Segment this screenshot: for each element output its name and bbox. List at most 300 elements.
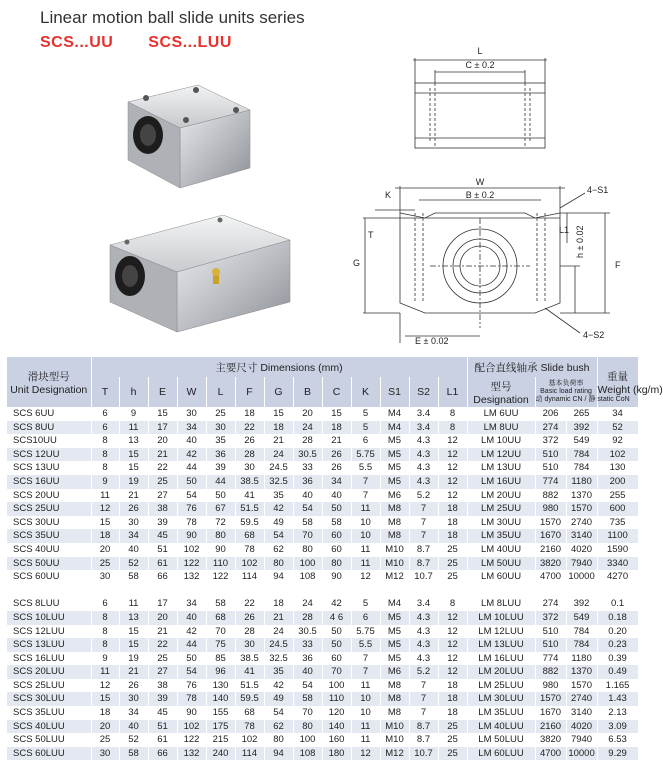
table-cell: 4700 [535,747,566,761]
table-cell: 30.5 [293,448,322,462]
table-cell: 62 [264,543,293,557]
table-cell: 50 [206,489,235,503]
table-row [7,747,638,761]
svg-text:T: T [368,230,374,240]
table-cell: 2.13 [597,706,638,720]
table-cell: 70 [293,529,322,543]
table-cell: 1570 [535,692,566,706]
table-cell: 4700 [535,570,566,584]
table-cell: 7940 [566,733,597,747]
table-cell: 34 [177,421,206,435]
table-cell: 1370 [566,489,597,503]
table-cell: 18 [91,529,119,543]
table-cell: M8 [380,502,409,516]
table-cell: 51 [148,543,177,557]
table-cell: 1370 [566,665,597,679]
col-header: B [293,377,322,407]
table-cell: M5 [380,638,409,652]
table-cell: 980 [535,679,566,693]
table-cell: 18 [235,407,264,421]
table-cell: 600 [597,502,638,516]
table-cell: 882 [535,489,566,503]
table-cell: 12 [438,434,467,448]
bush-designation-cell: LM 6UU [467,407,535,421]
table-row [7,652,638,666]
table-cell: 38 [148,679,177,693]
table-cell: 3.4 [409,407,438,421]
table-cell: 200 [597,475,638,489]
page-title: Linear motion ball slide units series [40,8,305,27]
table-cell: 10 [351,529,380,543]
table-cell: 10.7 [409,570,438,584]
scs-luu-product-photo [95,210,300,338]
bush-designation-cell: LM 12UU [467,448,535,462]
table-cell: 7 [409,692,438,706]
table-cell: 7 [409,502,438,516]
table-row [7,720,638,734]
table-cell: 5.2 [409,665,438,679]
table-cell: 60 [322,529,351,543]
table-cell: 25 [438,543,467,557]
table-cell: 8.7 [409,720,438,734]
table-cell: 274 [535,421,566,435]
table-cell: 30 [119,692,148,706]
table-cell: 108 [293,747,322,761]
table-cell: 49 [264,516,293,530]
table-cell: 549 [566,434,597,448]
table-cell: 1.165 [597,679,638,693]
bush-designation-cell: LM 35UU [467,529,535,543]
table-row [7,638,638,652]
table-cell: 24 [293,597,322,611]
table-cell: 132 [177,570,206,584]
table-cell: 22 [235,597,264,611]
gap-cell [7,584,638,598]
table-cell: 0.1 [597,597,638,611]
table-cell: 8 [438,421,467,435]
table-cell: 85 [206,652,235,666]
table-cell: 21 [322,434,351,448]
table-cell: 12 [438,448,467,462]
table-cell: 80 [264,733,293,747]
table-cell: 9.29 [597,747,638,761]
table-row [7,407,638,421]
bush-designation-cell: LM 10LUU [467,611,535,625]
table-cell: M4 [380,597,409,611]
table-cell: 11 [351,557,380,571]
table-cell: 42 [322,597,351,611]
table-cell: 18 [91,706,119,720]
table-cell: 0.20 [597,625,638,639]
table-cell: 4.3 [409,434,438,448]
table-cell: 34 [322,475,351,489]
unit-designation-cell: SCS 30UU [7,516,91,530]
unit-designation-cell: SCS 8UU [7,421,91,435]
table-cell: 12 [438,461,467,475]
table-cell: 36 [293,475,322,489]
table-row [7,489,638,503]
table-cell: 67 [206,502,235,516]
table-cell: M5 [380,652,409,666]
table-row [7,516,638,530]
table-cell: 0.49 [597,665,638,679]
unit-designation-cell: SCS 25LUU [7,679,91,693]
table-cell: 18 [438,692,467,706]
table-cell: 155 [206,706,235,720]
table-cell: 1180 [566,652,597,666]
table-cell: 20 [91,720,119,734]
table-row [7,543,638,557]
table-cell: 90 [177,706,206,720]
table-cell: 51 [148,720,177,734]
table-cell: 26 [235,611,264,625]
table-cell: 25 [148,652,177,666]
table-cell: 100 [322,679,351,693]
unit-designation-cell: SCS 12UU [7,448,91,462]
table-cell: 20 [148,434,177,448]
table-cell: 90 [322,570,351,584]
bush-designation-cell: LM 8LUU [467,597,535,611]
svg-text:G: G [353,258,361,268]
table-cell: 11 [119,421,148,435]
table-cell: M8 [380,516,409,530]
table-cell: 22 [148,638,177,652]
table-cell: 8 [91,434,119,448]
table-cell: 392 [566,421,597,435]
unit-designation-cell: SCS 25UU [7,502,91,516]
table-cell: 102 [177,720,206,734]
table-cell: 372 [535,611,566,625]
table-cell: 206 [535,407,566,421]
table-cell: 61 [148,733,177,747]
table-cell: 2160 [535,720,566,734]
svg-text:4−S2: 4−S2 [583,330,605,340]
table-cell: 108 [293,570,322,584]
table-cell: 59.5 [235,516,264,530]
unit-designation-cell: SCS 60UU [7,570,91,584]
bush-designation-cell: LM 50UU [467,557,535,571]
table-cell: 24 [293,421,322,435]
table-cell: 50 [322,638,351,652]
table-cell: 50 [322,502,351,516]
bush-designation-cell: LM 60UU [467,570,535,584]
table-cell: 3140 [566,706,597,720]
table-cell: 26 [322,448,351,462]
table-cell: 36 [206,448,235,462]
load-rating-header: 基本负荷率 Basic load rating 动 dynamic CN / 静 static CoN [535,377,597,407]
scs-uu-product-photo [108,80,258,195]
table-cell: M10 [380,720,409,734]
table-cell: 58 [293,516,322,530]
table-cell: 9 [91,475,119,489]
table-cell: 100 [293,733,322,747]
table-cell: 6 [91,407,119,421]
table-cell: 11 [351,543,380,557]
table-cell: 140 [322,720,351,734]
table-cell: 122 [177,733,206,747]
bush-designation-cell: LM 20LUU [467,665,535,679]
col-header: L1 [438,377,467,407]
table-cell: 54 [177,665,206,679]
table-cell: 11 [91,665,119,679]
col-header: E [148,377,177,407]
table-cell: 11 [351,502,380,516]
table-cell: 30 [206,421,235,435]
unit-designation-cell: SCS10UU [7,434,91,448]
table-cell: 15 [264,407,293,421]
table-cell: 41 [235,665,264,679]
table-cell: 30 [119,516,148,530]
table-cell: 4.3 [409,652,438,666]
table-cell: 1570 [566,502,597,516]
table-cell: 255 [597,489,638,503]
table-cell: 3140 [566,529,597,543]
slide-bush-header: 配合直线轴承 Slide bush [467,357,597,377]
table-cell: 22 [148,461,177,475]
svg-text:E ± 0.02: E ± 0.02 [415,336,449,346]
table-cell: 12 [438,489,467,503]
unit-designation-cell: SCS 40LUU [7,720,91,734]
table-cell: 5.75 [351,625,380,639]
table-cell: 54 [293,502,322,516]
table-cell: 32.5 [264,652,293,666]
table-cell: 12 [438,665,467,679]
bush-designation-cell: LM 12LUU [467,625,535,639]
table-cell: 92 [597,434,638,448]
table-row [7,434,638,448]
table-cell: 54 [293,679,322,693]
table-cell: 42 [177,448,206,462]
table-cell: 12 [91,679,119,693]
weight-header: 重量 Weight (kg/m) [597,357,638,407]
table-cell: 510 [535,448,566,462]
table-cell: 27 [148,665,177,679]
table-cell: 11 [119,597,148,611]
table-cell: 102 [597,448,638,462]
table-cell: 510 [535,461,566,475]
unit-designation-cell: SCS 16UU [7,475,91,489]
table-cell: 25 [206,407,235,421]
table-cell: 42 [264,502,293,516]
svg-text:h ± 0.02: h ± 0.02 [575,225,585,258]
table-cell: 10 [351,706,380,720]
table-cell: 0.23 [597,638,638,652]
table-cell: 1180 [566,475,597,489]
table-cell: 3820 [535,733,566,747]
table-cell: 2740 [566,516,597,530]
bush-designation-cell: LM 20UU [467,489,535,503]
table-cell: 18 [438,529,467,543]
table-cell: 8.7 [409,543,438,557]
table-cell: 12 [438,638,467,652]
unit-designation-cell: SCS 30LUU [7,692,91,706]
table-cell: 20 [148,611,177,625]
table-cell: 30 [177,407,206,421]
table-cell: M10 [380,733,409,747]
table-cell: 75 [206,638,235,652]
table-cell: 40 [177,434,206,448]
table-cell: 44 [177,638,206,652]
table-cell: 8 [91,611,119,625]
table-cell: 34 [177,597,206,611]
svg-text:4−S1: 4−S1 [587,185,609,195]
table-cell: 94 [264,747,293,761]
table-row [7,733,638,747]
table-cell: 11 [351,679,380,693]
table-cell: 5 [351,407,380,421]
table-cell: 26 [235,434,264,448]
table-cell: 25 [91,733,119,747]
table-cell: 38.5 [235,652,264,666]
table-cell: 78 [177,692,206,706]
table-cell: 12 [351,747,380,761]
unit-designation-cell: SCS 50UU [7,557,91,571]
table-cell: 25 [438,570,467,584]
table-cell: 40 [177,611,206,625]
table-cell: 80 [264,557,293,571]
table-cell: 25 [438,747,467,761]
table-cell: 882 [535,665,566,679]
table-cell: 774 [535,652,566,666]
table-cell: M4 [380,407,409,421]
table-cell: 15 [91,516,119,530]
series-subtitles [40,34,262,52]
table-cell: 5 [351,421,380,435]
svg-text:B ± 0.2: B ± 0.2 [465,190,495,200]
table-cell: 774 [535,475,566,489]
unit-designation-cell: SCS 35LUU [7,706,91,720]
table-cell: 8 [438,597,467,611]
table-cell: 1.43 [597,692,638,706]
table-cell: 41 [235,489,264,503]
table-cell: 25 [148,475,177,489]
table-cell: 76 [177,679,206,693]
table-cell: 11 [351,733,380,747]
table-cell: 34 [119,529,148,543]
unit-designation-cell: SCS 50LUU [7,733,91,747]
col-header: T [91,377,119,407]
bush-designation-cell: LM 60LUU [467,747,535,761]
table-cell: 4020 [566,543,597,557]
table-cell: 4.3 [409,625,438,639]
table-cell: 51.5 [235,679,264,693]
table-cell: 3820 [535,557,566,571]
unit-designation-cell: SCS 6UU [7,407,91,421]
unit-designation-cell: SCS 16LUU [7,652,91,666]
table-cell: 19 [119,475,148,489]
table-cell: 72 [206,516,235,530]
table-cell: 54 [177,489,206,503]
table-cell: 58 [119,747,148,761]
table-cell: 68 [235,529,264,543]
table-cell: 102 [235,557,264,571]
table-cell: 21 [264,611,293,625]
table-cell: 1570 [535,516,566,530]
table-cell: 66 [148,747,177,761]
table-cell: 39 [148,516,177,530]
table-cell: 6 [351,611,380,625]
table-cell: 52 [597,421,638,435]
table-cell: 130 [206,679,235,693]
table-row [7,529,638,543]
spec-table [7,357,663,760]
bush-designation-cell: LM 25UU [467,502,535,516]
table-cell: 25 [438,720,467,734]
table-cell: M5 [380,625,409,639]
table-cell: 8 [91,638,119,652]
table-cell: 6 [351,434,380,448]
table-cell: 4.3 [409,461,438,475]
table-cell: 24 [264,625,293,639]
table-cell: 274 [535,597,566,611]
table-row [7,461,638,475]
table-cell: 5.75 [351,448,380,462]
table-cell: 10 [351,692,380,706]
table-cell: 1570 [566,679,597,693]
table-cell: 784 [566,638,597,652]
table-cell: 58 [119,570,148,584]
table-row [7,679,638,693]
table-cell: 30 [91,747,119,761]
table-cell: 10000 [566,570,597,584]
table-cell: 78 [177,516,206,530]
unit-header: 滑块型号 Unit Designation [7,357,91,407]
table-cell: 21 [119,489,148,503]
table-cell: 60 [322,543,351,557]
table-cell: 38 [148,502,177,516]
table-cell: 26 [322,461,351,475]
table-cell: 11 [351,720,380,734]
table-cell: 122 [206,570,235,584]
table-cell: 33 [293,638,322,652]
table-row [7,611,638,625]
col-header: S2 [409,377,438,407]
table-cell: 140 [206,692,235,706]
table-cell: 392 [566,597,597,611]
table-cell: 18 [438,706,467,720]
bush-designation-cell: LM 13LUU [467,638,535,652]
table-cell: 35 [206,434,235,448]
unit-designation-cell: SCS 35UU [7,529,91,543]
table-cell: 2160 [535,543,566,557]
table-cell: M5 [380,475,409,489]
table-cell: 94 [264,570,293,584]
table-cell: 4 6 [322,611,351,625]
table-cell: 96 [206,665,235,679]
table-cell: 8 [438,407,467,421]
table-cell: 24.5 [264,638,293,652]
table-cell: 21 [119,665,148,679]
table-cell: 66 [148,570,177,584]
table-cell: M6 [380,665,409,679]
table-cell: 58 [322,516,351,530]
table-cell: 1100 [597,529,638,543]
col-header: F [235,377,264,407]
table-cell: 20 [293,407,322,421]
svg-text:F: F [615,260,621,270]
table-cell: 25 [91,557,119,571]
table-cell: 6 [91,597,119,611]
table-cell: M12 [380,747,409,761]
table-cell: 7 [409,706,438,720]
table-cell: 54 [264,529,293,543]
table-cell: 70 [206,625,235,639]
table-cell: 12 [438,475,467,489]
table-cell: 28 [235,448,264,462]
table-cell: 25 [438,557,467,571]
table-cell: 0.39 [597,652,638,666]
table-cell: 52 [119,557,148,571]
